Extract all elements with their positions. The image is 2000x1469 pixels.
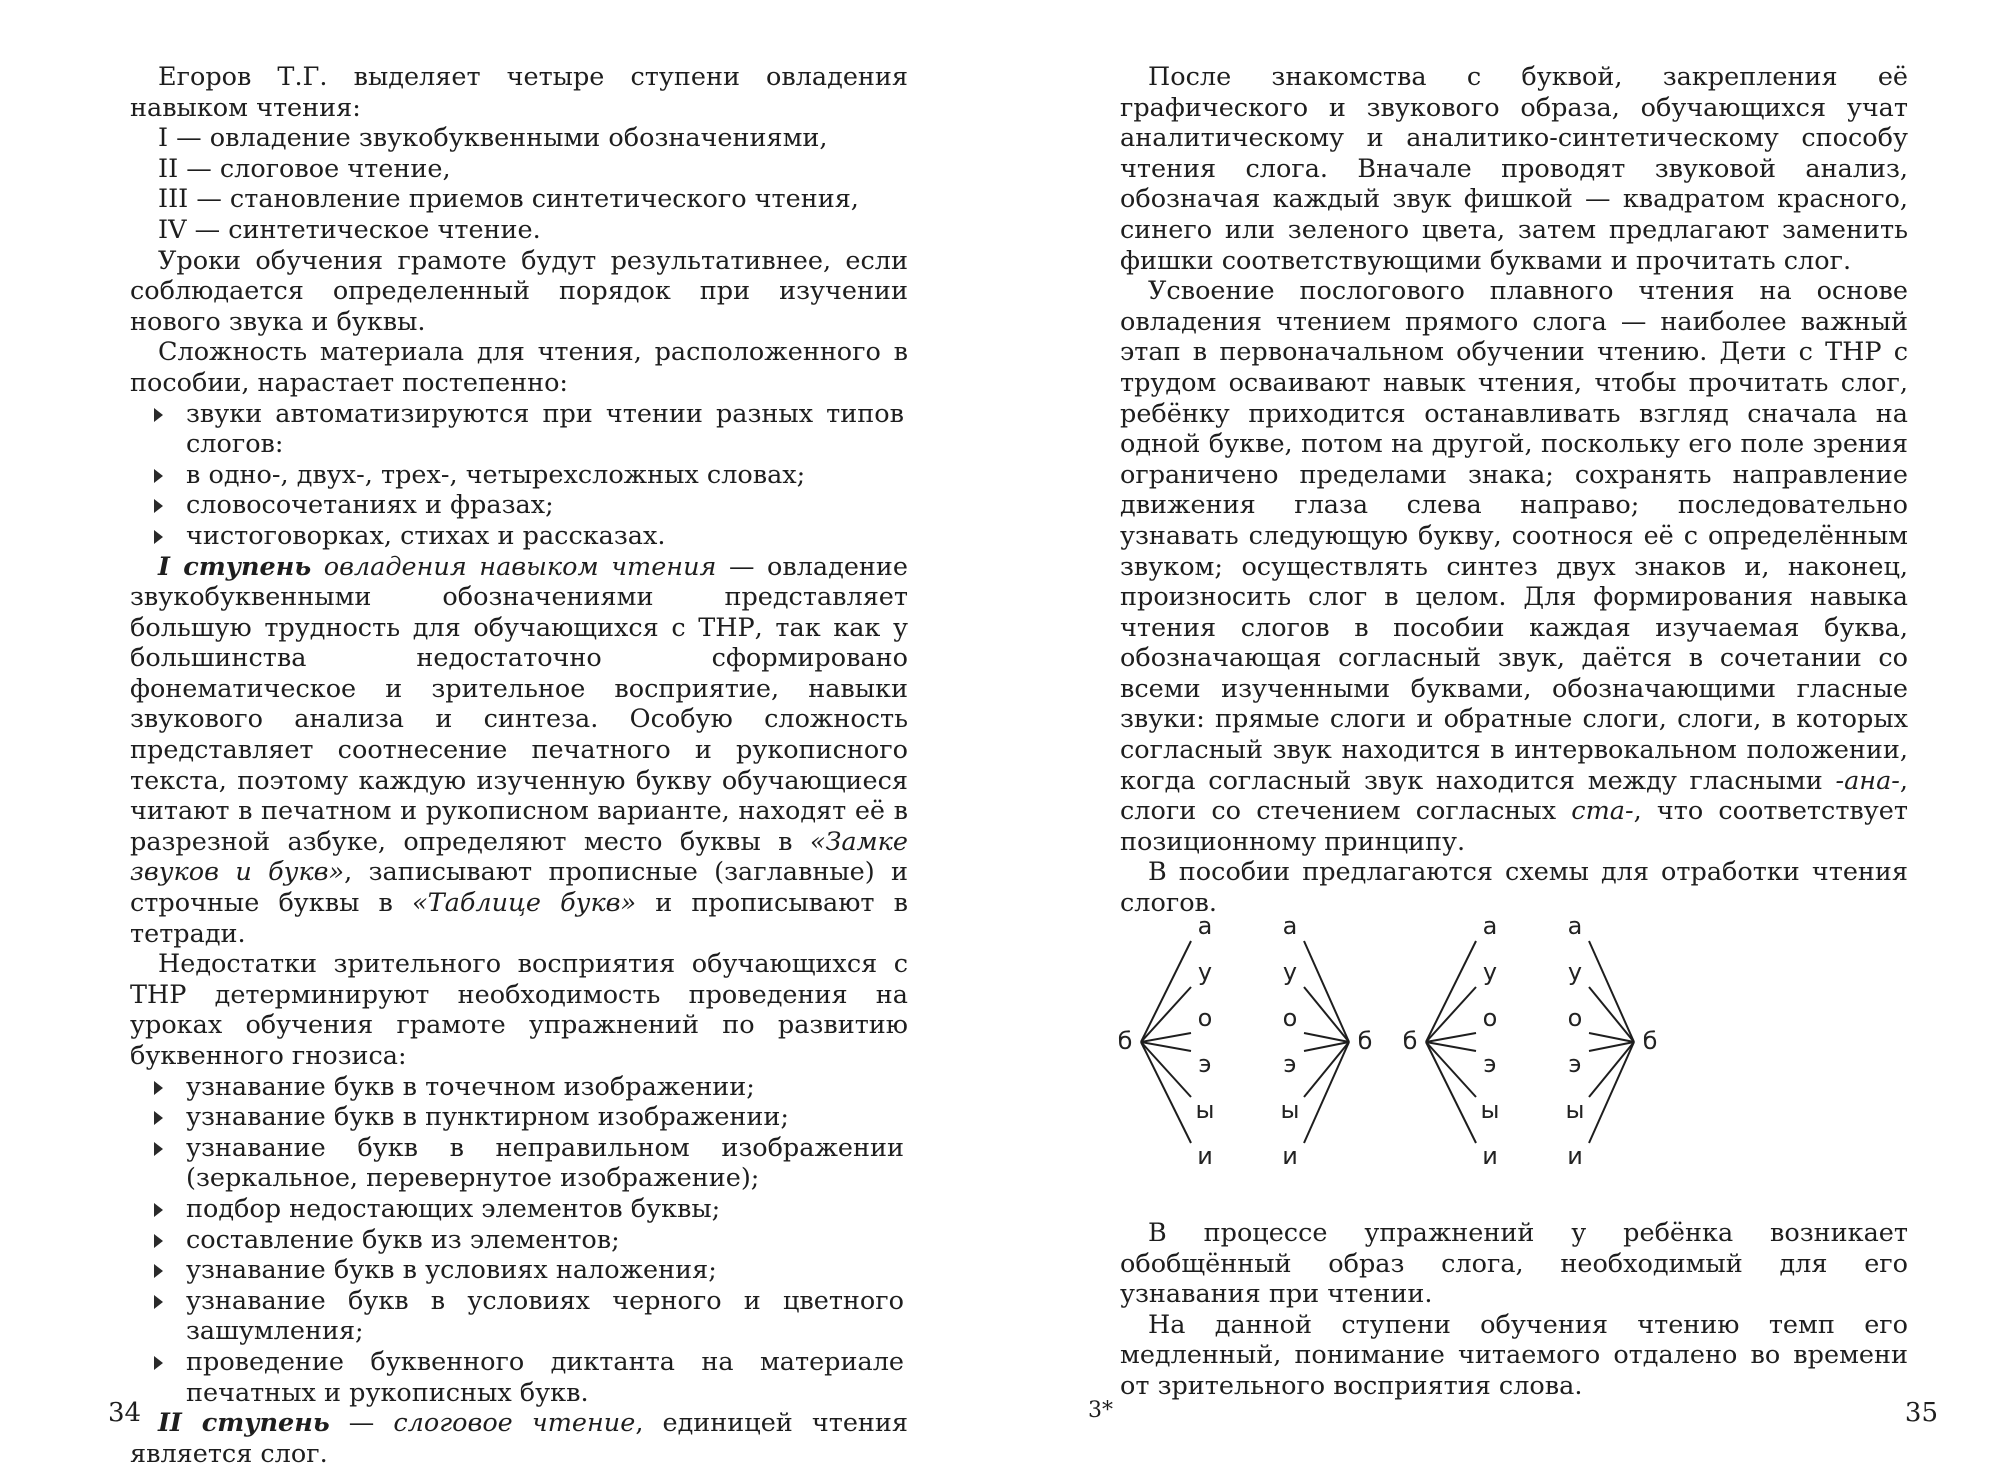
- connector-line: [1589, 1042, 1634, 1143]
- page-number: 35: [1904, 1398, 1938, 1428]
- vowel-letter: и: [1197, 1142, 1213, 1170]
- bullet-triangle-icon: [154, 1295, 163, 1309]
- left-text-block: [130, 62, 908, 1469]
- right-text-block: [1120, 62, 1908, 919]
- stage1-heading: I ступень: [158, 551, 312, 582]
- vowel-letter: а: [1482, 912, 1498, 940]
- analysis-paragraph: После знакомства с буквой, закрепления её графического и звукового образа, обучающихся учат аналитическому и аналитико-синтетическому способу чтения слога. Вначале проводят звуковой анализ, обозначая каждый звук фишкой — квадратом красного, синего или зеленого цвета, затем предлагают заменить фишки соответствующими буквами и прочитать слог.: [1120, 62, 1908, 276]
- connector-line: [1304, 941, 1349, 1042]
- list-item: проведение буквенного диктанта на материале печатных и рукописных букв.: [130, 1347, 908, 1408]
- bullet-triangle-icon: [154, 1234, 163, 1248]
- list-item: чистоговорках, стихах и рассказах.: [130, 521, 908, 552]
- right-text-block-bottom: [1120, 1218, 1908, 1402]
- stage2-heading: II ступень: [158, 1408, 330, 1439]
- vowel-letter: э: [1198, 1050, 1212, 1078]
- connector-line: [1304, 1042, 1349, 1143]
- stage2-paragraph: II ступень — слоговое чтение, единицей чтения является слог.: [130, 1408, 909, 1469]
- list-item: узнавание букв в пунктирном изображении;: [130, 1102, 908, 1133]
- connector-line: [1141, 941, 1191, 1042]
- lessons-paragraph: Уроки обучения грамоте будут результативнее, если соблюдается определенный порядок при изучении нового звука и буквы.: [130, 245, 908, 337]
- list-item: словосочетаниях и фразах;: [130, 490, 908, 521]
- vowel-letter: и: [1282, 1142, 1298, 1170]
- bullet-triangle-icon: [154, 1264, 163, 1278]
- bullet-triangle-icon: [154, 1142, 163, 1156]
- bullet-triangle-icon: [154, 1111, 163, 1125]
- gnosis-list: [130, 1072, 908, 1409]
- connector-line: [1589, 941, 1634, 1042]
- stage1-paragraph: I ступень овладения навыком чтения — овладение звукобуквенными обозначениями представляет большую трудность для обучающихся с ТНР, так как у большинства недостаточно сформировано фонематическое и зрительное восприятие, навыки звукового анализа и синтеза. Особую сложность представляет соотнесение печатного и рукописного текста, поэтому каждую изученную букву обучающиеся читают в печатном и рукописном варианте, находят её в разрезной азбуке, определяют место буквы в «Замке звуков и букв», записывают прописные (заглавные) и строчные буквы в «Таблице букв» и прописывают в тетради.: [130, 551, 909, 949]
- vowel-letter: ы: [1195, 1096, 1215, 1124]
- vowel-letter: о: [1282, 1004, 1298, 1032]
- complexity-paragraph: Сложность материала для чтения, расположенного в пособии, нарастает постепенно:: [130, 337, 908, 398]
- consonant-letter: б: [1117, 1027, 1133, 1055]
- vowel-letter: а: [1567, 912, 1583, 940]
- list-item: узнавание букв в неправильном изображении (зеркальное, перевернутое изображение);: [130, 1133, 908, 1194]
- consonant-letter: б: [1402, 1027, 1418, 1055]
- tempo-paragraph: На данной ступени обучения чтению темп его медленный, понимание читаемого отдалено во времени от зрительного восприятия слова.: [1120, 1309, 1908, 1401]
- vowel-letter: у: [1282, 958, 1298, 986]
- vowel-letter: о: [1197, 1004, 1213, 1032]
- vowel-letter: ы: [1480, 1096, 1500, 1124]
- list-item: звуки автоматизируются при чтении разных типов слогов:: [130, 399, 908, 460]
- page-number: 34: [108, 1398, 142, 1428]
- example-sta: ста-: [1571, 796, 1634, 827]
- bullet-triangle-icon: [154, 530, 163, 544]
- stage-line: I — овладение звукобуквенными обозначениями,: [158, 123, 828, 154]
- vowel-letter: у: [1567, 958, 1583, 986]
- stage-line: II — слоговое чтение,: [158, 153, 451, 184]
- vowel-letter: а: [1197, 912, 1213, 940]
- vowel-letter: у: [1482, 958, 1498, 986]
- example-ana: -ана-: [1835, 765, 1900, 796]
- signature-mark: 3*: [1088, 1398, 1113, 1423]
- consonant-letter: б: [1642, 1027, 1658, 1055]
- syllable-schemes-diagram: [1100, 905, 1900, 1195]
- vowel-letter: э: [1283, 1050, 1297, 1078]
- bullet-triangle-icon: [154, 408, 163, 422]
- consonant-letter: б: [1357, 1027, 1373, 1055]
- right-page: [1000, 0, 2000, 1451]
- vowel-letter: у: [1197, 958, 1213, 986]
- stage1-heading-rest: овладения навыком чтения: [311, 551, 717, 582]
- connector-line: [1426, 941, 1476, 1042]
- list-item: узнавание букв в условиях наложения;: [130, 1255, 908, 1286]
- stage2-italic: слоговое чтение: [393, 1408, 636, 1439]
- schemes-paragraph: В пособии предлагаются схемы для отработки чтения слогов.: [1120, 857, 1908, 919]
- list-item: подбор недостающих элементов буквы;: [130, 1194, 908, 1225]
- ref-table: «Таблице букв»: [412, 888, 637, 919]
- connector-line: [1141, 1042, 1191, 1143]
- list-item: узнавание букв в точечном изображении;: [130, 1072, 908, 1103]
- bullet-triangle-icon: [154, 1081, 163, 1095]
- intro-paragraph: Егоров Т.Г. выделяет четыре ступени овладения навыком чтения:: [130, 62, 908, 123]
- vowel-letter: ы: [1280, 1096, 1300, 1124]
- vowel-letter: и: [1482, 1142, 1498, 1170]
- generalized-image-paragraph: В процессе упражнений у ребёнка возникает обобщённый образ слога, необходимый для его узнавания при чтении.: [1120, 1218, 1908, 1310]
- syllable-reading-paragraph: Усвоение послогового плавного чтения на основе овладения чтением прямого слога — наиболее важный этап в первоначальном обучении чтению. Дети с ТНР с трудом осваивают навык чтения, чтобы прочитать слог, ребёнку приходится останавливать взгляд сначала на одной букве, потом на другой, поскольку его поле зрения ограничено пределами знака; сохранять направление движения глаза слева направо; последовательно узнавать следующую букву, соотнося её с определённым звуком; осуществлять синтез двух знаков и, наконец, произносить слог в целом. Для формирования навыка чтения слогов в пособии каждая изучаемая буква, обозначающая согласный звук, даётся в сочетании со всеми изученными буквами, обозначающими гласные звуки: прямые слоги и обратные слоги, слоги, в которых согласный звук находится в интервокальном положении, когда согласный звук находится между гласными -ана-, слоги со стечением согласных ста-, что соответствует позиционному принципу.: [1120, 276, 1908, 857]
- vowel-letter: э: [1483, 1050, 1497, 1078]
- vowel-letter: э: [1568, 1050, 1582, 1078]
- stage-line: IV — синтетическое чтение.: [158, 214, 541, 245]
- vowel-letter: ы: [1565, 1096, 1585, 1124]
- vowel-letter: а: [1282, 912, 1298, 940]
- ref-zamok: «Замке звуков и букв»: [130, 826, 908, 888]
- bullet-triangle-icon: [154, 469, 163, 483]
- deficits-paragraph: Недостатки зрительного восприятия обучающихся с ТНР детерминируют необходимость проведения на уроках обучения грамоте упражнений по развитию буквенного гнозиса:: [130, 949, 908, 1071]
- complexity-list: [130, 399, 908, 552]
- connector-lines: [1141, 941, 1634, 1143]
- stage-line: III — становление приемов синтетического чтения,: [158, 184, 859, 215]
- list-item: в одно-, двух-, трех-, четырехсложных словах;: [130, 460, 908, 491]
- list-item: узнавание букв в условиях черного и цветного зашумления;: [130, 1286, 908, 1347]
- bullet-triangle-icon: [154, 1203, 163, 1217]
- vowel-letter: о: [1567, 1004, 1583, 1032]
- vowel-letter: и: [1567, 1142, 1583, 1170]
- list-item: составление букв из элементов;: [130, 1225, 908, 1256]
- vowel-letter: о: [1482, 1004, 1498, 1032]
- connector-line: [1426, 1042, 1476, 1143]
- diagram-letters: [1118, 912, 1658, 1170]
- bullet-triangle-icon: [154, 1356, 163, 1370]
- bullet-triangle-icon: [154, 499, 163, 513]
